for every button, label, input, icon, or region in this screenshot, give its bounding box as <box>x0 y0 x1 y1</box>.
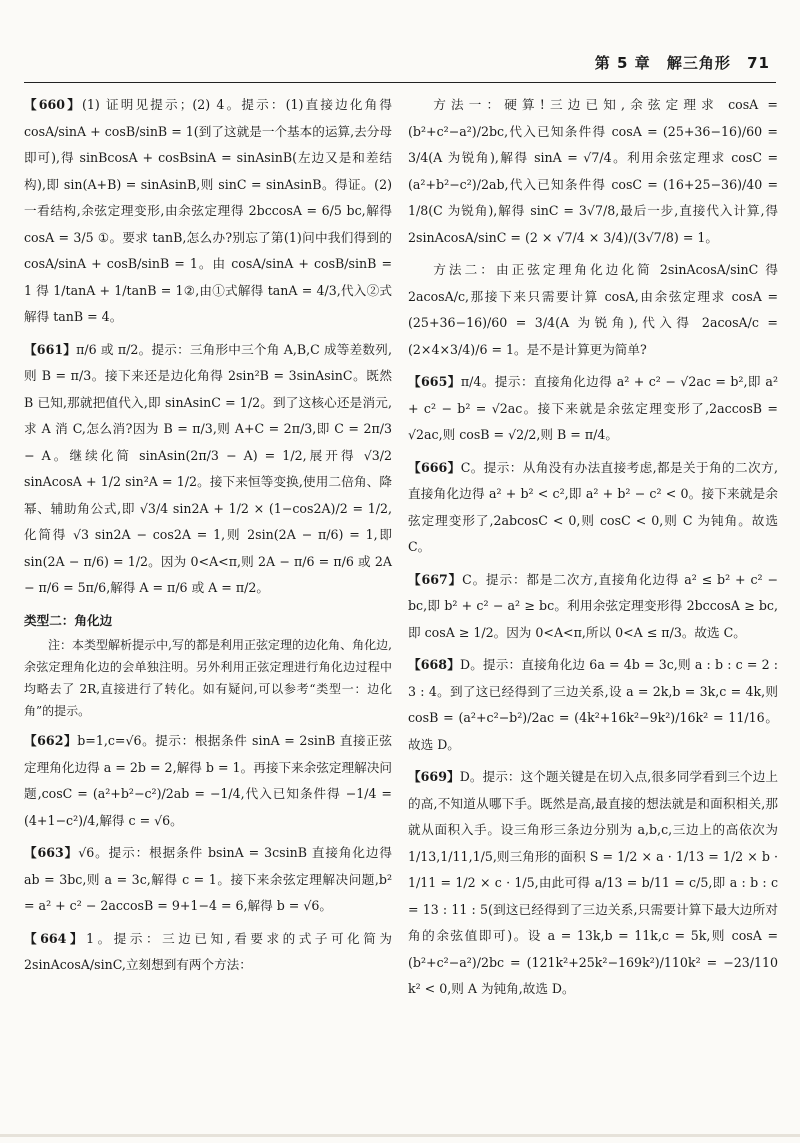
answer-666: 【666】C。提示：从角没有办法直接考虑,都是关于角的二次方,直接角化边得 a² + b² < c²,即 a² + b² − c² < 0。接下来就是余弦定理变形了,2abcosC < 0,则 cosC < 0,则 C 为钝角。故选 C。 <box>408 459 778 554</box>
page-number: 71 <box>747 54 770 72</box>
answer-664: 【664】1。提示：三边已知,看要求的式子可化简为 2sinAcosA/sinC,立刻想到有两个方法： <box>24 930 392 972</box>
method-two: 方法二：由正弦定理角化边化简 2sinAcosA/sinC 得 2acosA/c,那接下来只需要计算 cosA,由余弦定理求 cosA = (25+36−16)/60 = 3/4(A 为锐角),代入得 2acosA/c = (2×4×3/4)/6 = 1。是不是计算更为简单? <box>408 262 778 357</box>
answer-661: 【661】π/6 或 π/2。提示：三角形中三个角 A,B,C 成等差数列,则 B = π/3。接下来还是边化角得 2sin²B = 3sinAsinC。既然 B 已知,那就把值代入,即 sinAsinC = 1/2。到了这核心还是消元,求 A 消 C,怎么消?因为 B = π/3,则 A+C = 2π/3,即 C = 2π/3 − A。继续化简 sinAsin(2π/3 − A) = 1/2,展开得 √3/2 sinAcosA + 1/2 sin²A = 1/2。接下来恒等变换,使用二倍角、降幂、辅助角公式,即 √3/4 sin2A + 1/2 × (1−cos2A)/2 = 1/2,化简得 √3 sin2A − cos2A = 1,则 2sin(2A − π/6) = 1,即 sin(2A − π/6) = 1/2。因为 0<A<π,则 2A − π/6 = π/6 或 2A − π/6 = 5π/6,解得 A = π/6 或 A = π/2。 <box>24 341 392 595</box>
method-one: 方法一：硬算!三边已知,余弦定理求 cosA = (b²+c²−a²)/2bc,代入已知条件得 cosA = (25+36−16)/60 = 3/4(A 为锐角),解得 sinA = √7/4。利用余弦定理求 cosC = (a²+b²−c²)/2ab,代入已知条件得 cosC = (16+25−36)/40 = 1/8(C 为锐角),解得 sinC = 3√7/8,最后一步,直接代入计算,得 2sinAcosA/sinC = (2 × √7/4 × 3/4)/(3√7/8) = 1。 <box>408 97 778 245</box>
answer-660: 【660】(1) 证明见提示；(2) 4。提示：(1)直接边化角得 cosA/sinA + cosB/sinB = 1(到了这就是一个基本的运算,去分母即可),得 sinBcosA + cosBsinA = sinAsinB(左边又是和差结构),即 sin(A+B) = sinAsinB,则 sinC = sinAsinB。得证。(2)一看结构,余弦定理变形,由余弦定理得 2bccosA = 6/5 bc,解得 cosA = 3/5 ①。要求 tanB,怎么办?别忘了第(1)问中我们得到的 cosA/sinA + cosB/sinB = 1。由 cosA/sinA + cosB/sinB = 1 得 1/tanA + 1/tanB = 1②,由①式解得 tanA = 4/3,代入②式解得 tanB = 4。 <box>24 97 392 324</box>
answer-665: 【665】π/4。提示：直接角化边得 a² + c² − √2ac = b²,即 a² + c² − b² = √2ac。接下来就是余弦定理变形了,2accosB = √2ac,则 cosB = √2/2,则 B = π/4。 <box>408 374 778 442</box>
page-bottom-edge <box>0 1134 800 1137</box>
answer-663: 【663】√6。提示：根据条件 bsinA = 3csinB 直接角化边得 ab = 3bc,则 a = 3c,解得 c = 1。接下来余弦定理解决问题,b² = a² + c² − 2accosB = 9+1−4 = 6,解得 b = √6。 <box>24 845 392 913</box>
chapter-title: 解三角形 <box>666 54 731 72</box>
section-heading: 类型二：角化边 <box>24 612 113 628</box>
answer-668: 【668】D。提示：直接角化边 6a = 4b = 3c,则 a : b : c = 2 : 3 : 4。到了这已经得到了三边关系,设 a = 2k,b = 3k,c = 4k,则 cosB = (a²+c²−b²)/2ac = (4k²+16k²−9k²)/16k² = 11/16。故选 D。 <box>408 657 779 752</box>
header-rule <box>24 82 776 83</box>
right-column <box>408 92 778 1009</box>
left-column <box>24 92 392 985</box>
answer-669: 【669】D。提示：这个题关键是在切入点,很多同学看到三个边上的高,不知道从哪下手。既然是高,最直接的想法就是和面积相关,那就从面积入手。设三角形三条边分别为 a,b,c,三边上的高依次为 1/13,1/11,1/5,则三角形的面积 S = 1/2 × a · 1/13 = 1/2 × b · 1/11 = 1/2 × c · 1/5,由此可得 a/13 = b/11 = c/5,即 a : b : c = 13 : 11 : 5(到这已经得到了三边关系,只需要计算下最大边所对角的余弦值即可)。设 a = 13k,b = 11k,c = 5k,则 cosA = (b²+c²−a²)/2bc = (121k²+25k²−169k²)/110k² = −23/110 k² < 0,则 A 为钝角,故选 D。 <box>408 769 778 996</box>
section-note: 注：本类型解析提示中,写的都是利用正弦定理的边化角、角化边,余弦定理角化边的会单独注明。另外利用正弦定理进行角化边过程中均略去了 2R,直接进行了转化。如有疑问,可以参考“类型一：边化角”的提示。 <box>24 638 392 718</box>
answer-667: 【667】C。提示：都是二次方,直接角化边得 a² ≤ b² + c² − bc,即 b² + c² − a² ≥ bc。利用余弦定理变形得 2bccosA ≥ bc,即 cosA ≥ 1/2。因为 0<A<π,所以 0<A ≤ π/3。故选 C。 <box>408 571 778 640</box>
page-header <box>585 52 770 73</box>
answer-662: 【662】b=1,c=√6。提示：根据条件 sinA = 2sinB 直接正弦定理角化边得 a = 2b = 2,解得 b = 1。再接下来余弦定理解决问题,cosC = (a²+b²−c²)/2ab = −1/4,代入已知条件得 −1/4 = (4+1−c²)/4,解得 c = √6。 <box>24 733 392 828</box>
chapter-label: 第 5 章 <box>594 54 651 72</box>
